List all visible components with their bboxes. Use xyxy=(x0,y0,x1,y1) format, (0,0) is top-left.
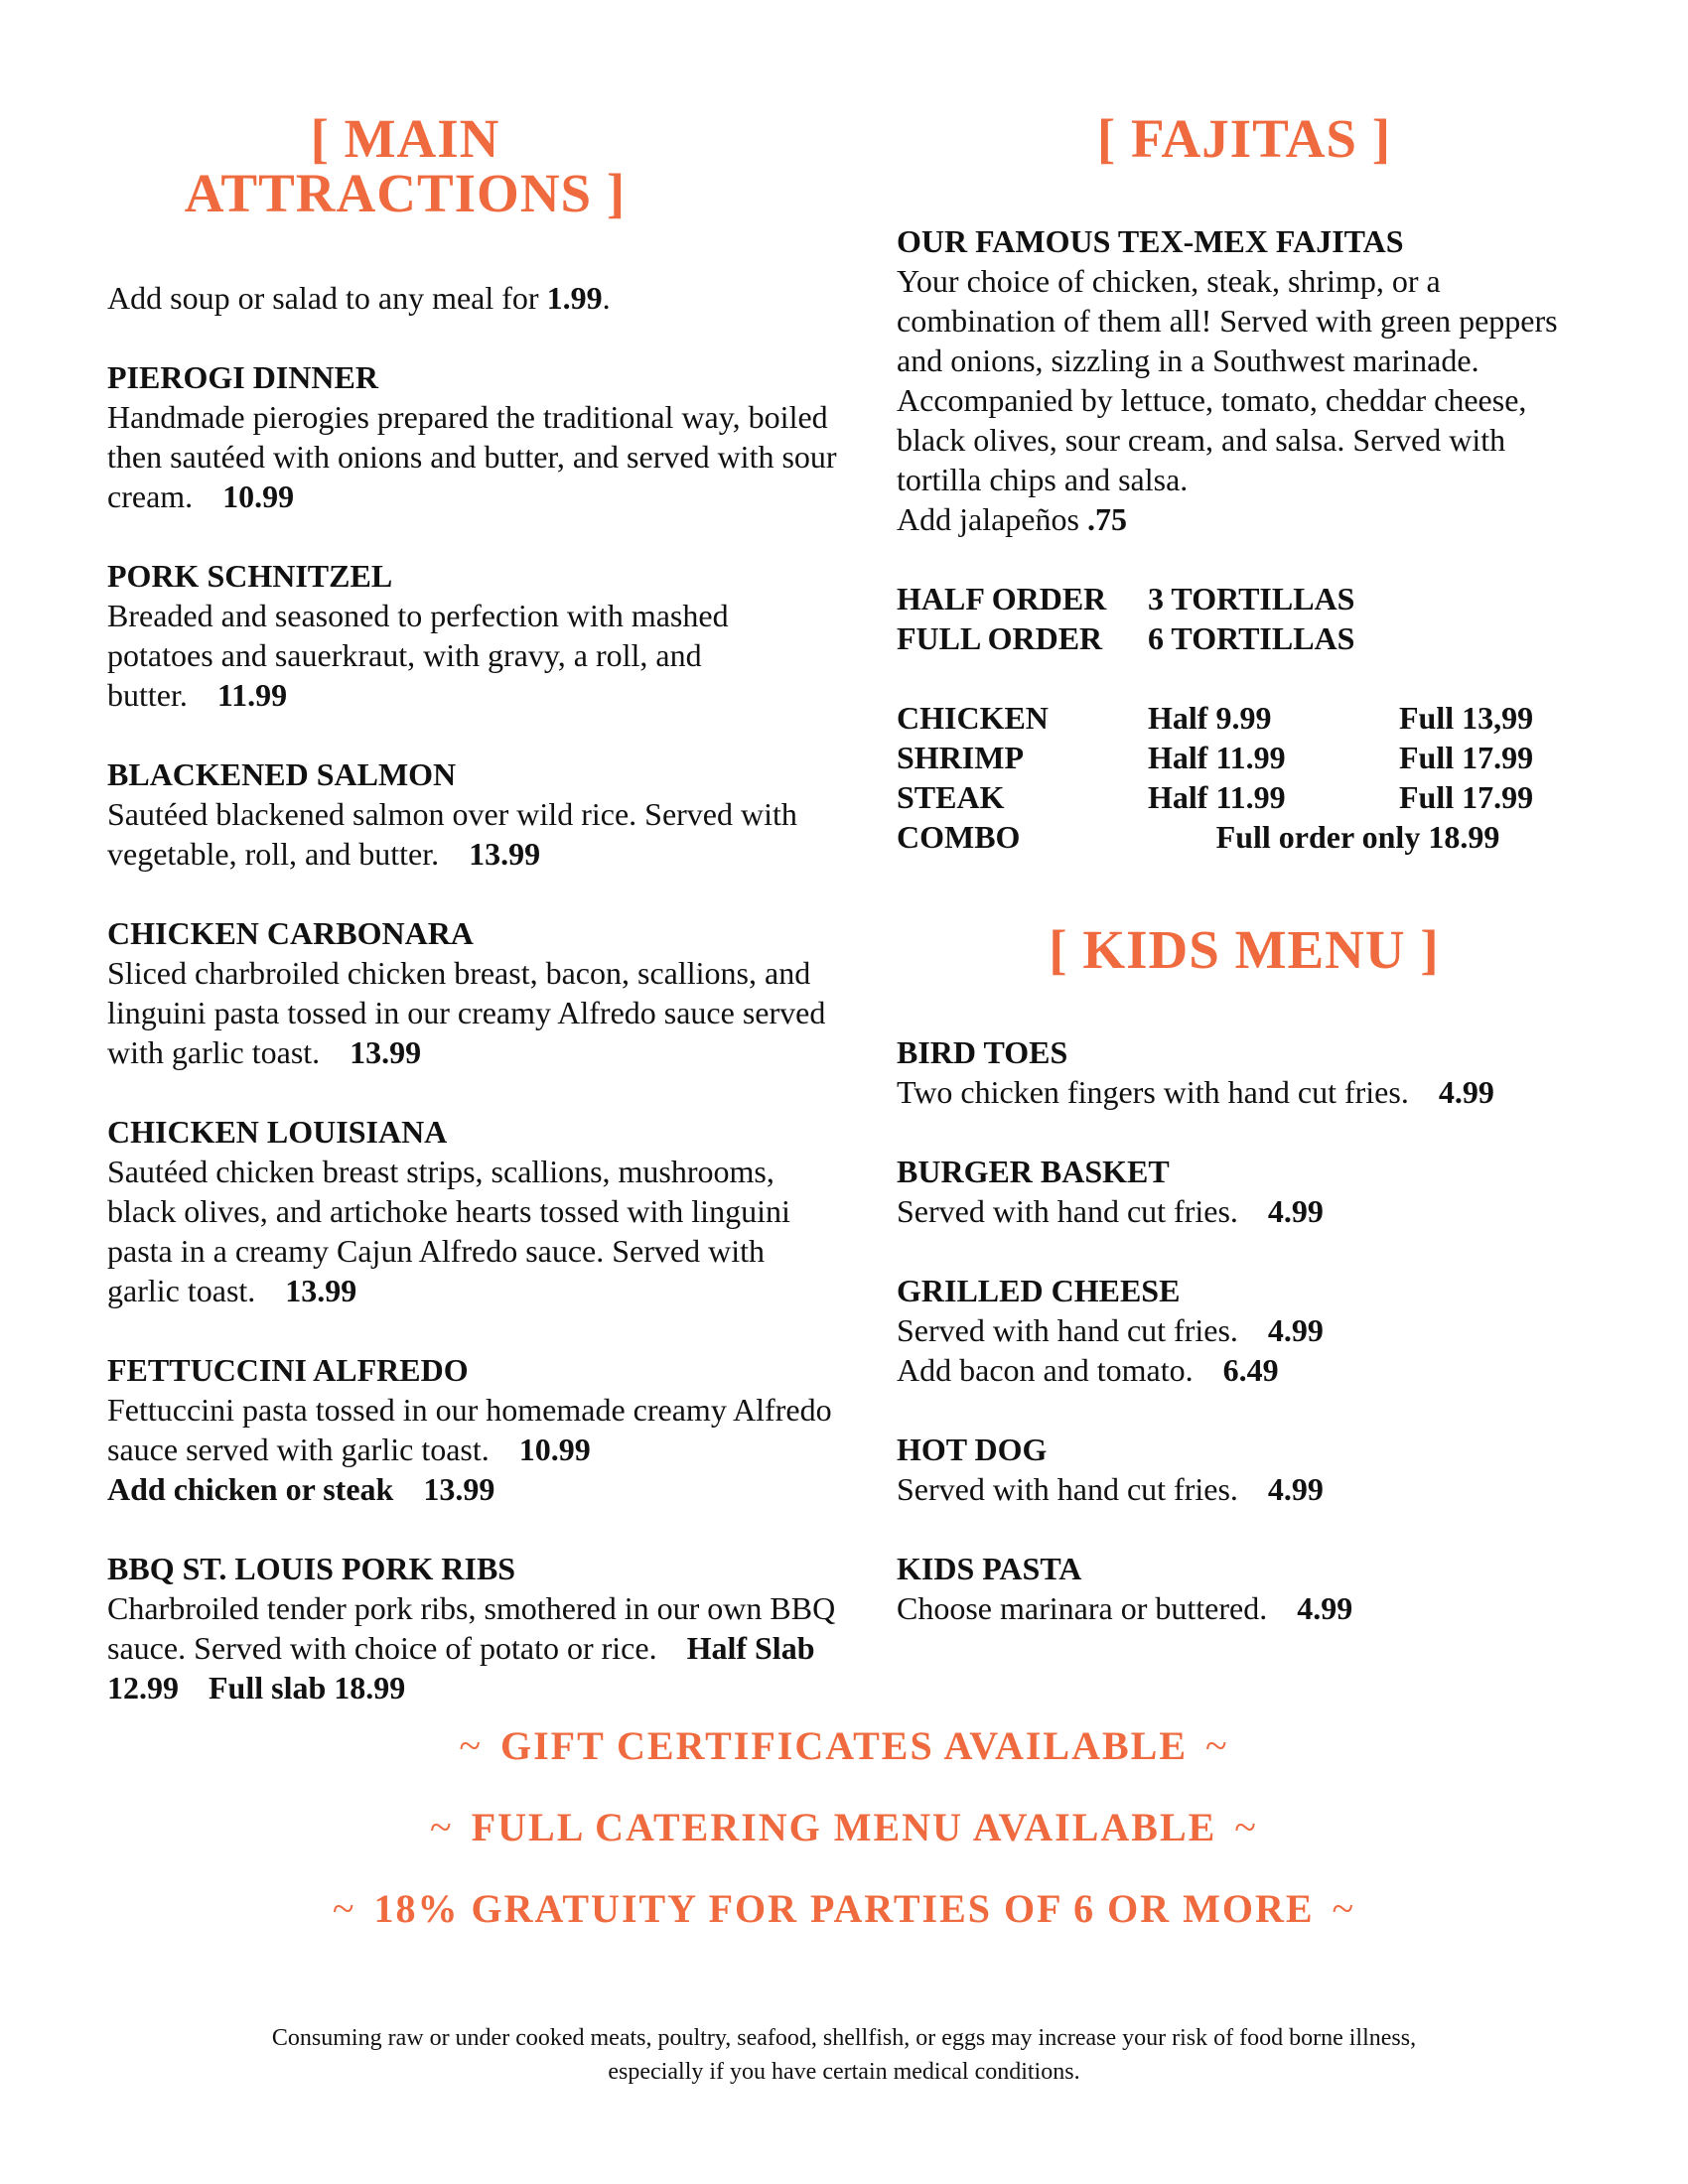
fajita-price-table xyxy=(897,698,1592,857)
item-description: Two chicken fingers with hand cut fries. 4.99 xyxy=(897,1074,1494,1110)
fajita-full-price: Full 13,99 xyxy=(1399,700,1534,736)
item-price: 4.99 xyxy=(1297,1590,1353,1626)
item-name: GRILLED CHEESE xyxy=(897,1273,1181,1308)
fajita-name: STEAK xyxy=(897,779,1005,815)
fajita-name: SHRIMP xyxy=(897,740,1024,775)
fajitas-description-block xyxy=(897,221,1592,539)
order-size-value: 3 TORTILLAS xyxy=(1148,581,1355,616)
notices-block xyxy=(0,1722,1688,1967)
tilde-left: ~ xyxy=(332,1886,356,1931)
item-name: CHICKEN LOUISIANA xyxy=(107,1114,448,1150)
item-description: Served with hand cut fries. 4.99 xyxy=(897,1312,1324,1348)
food-safety-disclaimer xyxy=(0,2021,1688,2089)
fajitas-kids-section xyxy=(897,108,1592,1628)
fajitas-heading: [ FAJITAS ] xyxy=(1096,108,1392,169)
tilde-left: ~ xyxy=(430,1805,454,1849)
item-name: PIEROGI DINNER xyxy=(107,359,378,395)
soup-salad-note xyxy=(107,278,842,318)
soup-salad-end: . xyxy=(602,280,611,316)
item-description: Sautéed blackened salmon over wild rice. Served with vegetable, roll, and butter. 13.99 xyxy=(107,796,797,872)
order-size-label: FULL ORDER xyxy=(897,620,1103,656)
fajita-name: CHICKEN xyxy=(897,700,1049,736)
jalapeno-addon: Add jalapeños .75 xyxy=(897,501,1127,537)
item-name: HOT DOG xyxy=(897,1432,1048,1467)
menu-item-chicken-louisiana xyxy=(107,1112,842,1310)
kids-menu-heading: [ KIDS MENU ] xyxy=(1049,919,1440,980)
fajitas-title: OUR FAMOUS TEX-MEX FAJITAS xyxy=(897,223,1404,259)
menu-item-blackened-salmon xyxy=(107,754,842,874)
item-price: 11.99 xyxy=(216,677,288,713)
item-description: Breaded and seasoned to perfection with mashed potatoes and sauerkraut, with gravy, a roll, and butter. 11.99 xyxy=(107,598,729,713)
main-attractions-heading: [ MAIN ATTRACTIONS ] xyxy=(184,108,627,223)
tilde-right: ~ xyxy=(1332,1886,1356,1931)
item-price: 4.99 xyxy=(1267,1312,1324,1348)
tilde-right: ~ xyxy=(1234,1805,1258,1849)
addon-price: 6.49 xyxy=(1222,1352,1279,1388)
menu-item-pierogi-dinner xyxy=(107,357,842,516)
fajita-order-sizes xyxy=(897,579,1592,658)
item-price: 13.99 xyxy=(469,836,541,872)
item-price: 4.99 xyxy=(1267,1193,1324,1229)
order-size-row xyxy=(897,618,1592,658)
fajita-price-row xyxy=(897,777,1592,817)
item-description: Sliced charbroiled chicken breast, bacon, scallions, and linguini pasta tossed in our creamy Alfredo sauce served with garlic toast. 13.99 xyxy=(107,955,826,1070)
item-addon: Add bacon and tomato. 6.49 xyxy=(897,1352,1279,1388)
item-description: Charbroiled tender pork ribs, smothered in our own BBQ sauce. Served with choice of potato or rice. Half Slab 12.99 Full slab 18.99 xyxy=(107,1590,836,1706)
item-addon: Add chicken or steak 13.99 xyxy=(107,1471,495,1507)
kids-item-grilled-cheese xyxy=(897,1271,1592,1390)
order-size-row xyxy=(897,579,1592,618)
fajita-full-price: Full 17.99 xyxy=(1399,779,1534,815)
item-price: 13.99 xyxy=(350,1034,422,1070)
fajita-price-row-combo xyxy=(897,817,1592,857)
notice-gift-certificates: ~ GIFT CERTIFICATES AVAILABLE ~ xyxy=(459,1723,1229,1768)
fajita-full-price: Full 17.99 xyxy=(1399,740,1534,775)
item-name: PORK SCHNITZEL xyxy=(107,558,393,594)
item-description: Sautéed chicken breast strips, scallions, mushrooms, black olives, and artichoke hearts tossed with linguini pasta in a creamy Cajun Alfredo sauce. Served with garlic toast. 13.99 xyxy=(107,1154,790,1308)
item-description: Choose marinara or buttered. 4.99 xyxy=(897,1590,1353,1626)
main-attractions-section xyxy=(107,108,842,1707)
soup-salad-text: Add soup or salad to any meal for xyxy=(107,280,539,316)
item-name: BLACKENED SALMON xyxy=(107,756,457,792)
fajita-half-price: Half 11.99 xyxy=(1148,740,1286,775)
notice-gratuity: ~ 18% GRATUITY FOR PARTIES OF 6 OR MORE ~ xyxy=(332,1886,1356,1931)
tilde-right: ~ xyxy=(1205,1723,1229,1768)
order-size-value: 6 TORTILLAS xyxy=(1148,620,1355,656)
order-size-label: HALF ORDER xyxy=(897,581,1107,616)
disclaimer-line-2: especially if you have certain medical conditions. xyxy=(608,2059,1080,2085)
item-price: 4.99 xyxy=(1267,1471,1324,1507)
combo-price-note: Full order only 18.99 xyxy=(1215,819,1500,855)
item-description: Handmade pierogies prepared the traditional way, boiled then sautéed with onions and butter, and served with sour cream. 10.99 xyxy=(107,399,837,514)
menu-item-bbq-pork-ribs xyxy=(107,1549,842,1707)
menu-item-fettuccini-alfredo xyxy=(107,1350,842,1509)
full-slab-price: Full slab 18.99 xyxy=(209,1670,406,1706)
fajita-name: COMBO xyxy=(897,819,1021,855)
kids-item-hot-dog xyxy=(897,1430,1592,1509)
item-price: 10.99 xyxy=(518,1432,591,1467)
menu-item-chicken-carbonara xyxy=(107,913,842,1072)
item-description: Served with hand cut fries. 4.99 xyxy=(897,1193,1324,1229)
fajita-price-row xyxy=(897,698,1592,738)
notice-catering: ~ FULL CATERING MENU AVAILABLE ~ xyxy=(430,1805,1258,1849)
kids-item-bird-toes xyxy=(897,1032,1592,1112)
menu-item-pork-schnitzel xyxy=(107,556,842,715)
item-description: Fettuccini pasta tossed in our homemade creamy Alfredo sauce served with garlic toast. 10.99 xyxy=(107,1392,832,1467)
half-slab-price: Half Slab 12.99 xyxy=(107,1630,815,1706)
fajita-half-price: Half 9.99 xyxy=(1148,700,1272,736)
item-name: BIRD TOES xyxy=(897,1034,1068,1070)
item-name: FETTUCCINI ALFREDO xyxy=(107,1352,469,1388)
fajitas-description: Your choice of chicken, steak, shrimp, or a combination of them all! Served with green peppers and onions, sizzling in a Southwest marinade. Accompanied by lettuce, tomato, cheddar cheese, black olives, sour cream, and salsa. Served with tortilla chips and salsa. xyxy=(897,263,1558,497)
item-price: 13.99 xyxy=(285,1273,357,1308)
item-description: Served with hand cut fries. 4.99 xyxy=(897,1471,1324,1507)
item-price: 4.99 xyxy=(1438,1074,1494,1110)
soup-salad-price: 1.99 xyxy=(546,280,603,316)
tilde-left: ~ xyxy=(459,1723,483,1768)
fajita-half-price: Half 11.99 xyxy=(1148,779,1286,815)
item-name: KIDS PASTA xyxy=(897,1551,1082,1586)
addon-price: 13.99 xyxy=(423,1471,495,1507)
item-name: BURGER BASKET xyxy=(897,1154,1170,1189)
disclaimer-line-1: Consuming raw or under cooked meats, poultry, seafood, shellfish, or eggs may increase your risk of food borne illness, xyxy=(271,2025,1417,2051)
kids-item-burger-basket xyxy=(897,1152,1592,1231)
item-name: CHICKEN CARBONARA xyxy=(107,915,474,951)
kids-item-kids-pasta xyxy=(897,1549,1592,1628)
jalapeno-price: .75 xyxy=(1086,501,1127,537)
item-price: 10.99 xyxy=(222,478,295,514)
fajita-price-row xyxy=(897,738,1592,777)
item-name: BBQ ST. LOUIS PORK RIBS xyxy=(107,1551,516,1586)
